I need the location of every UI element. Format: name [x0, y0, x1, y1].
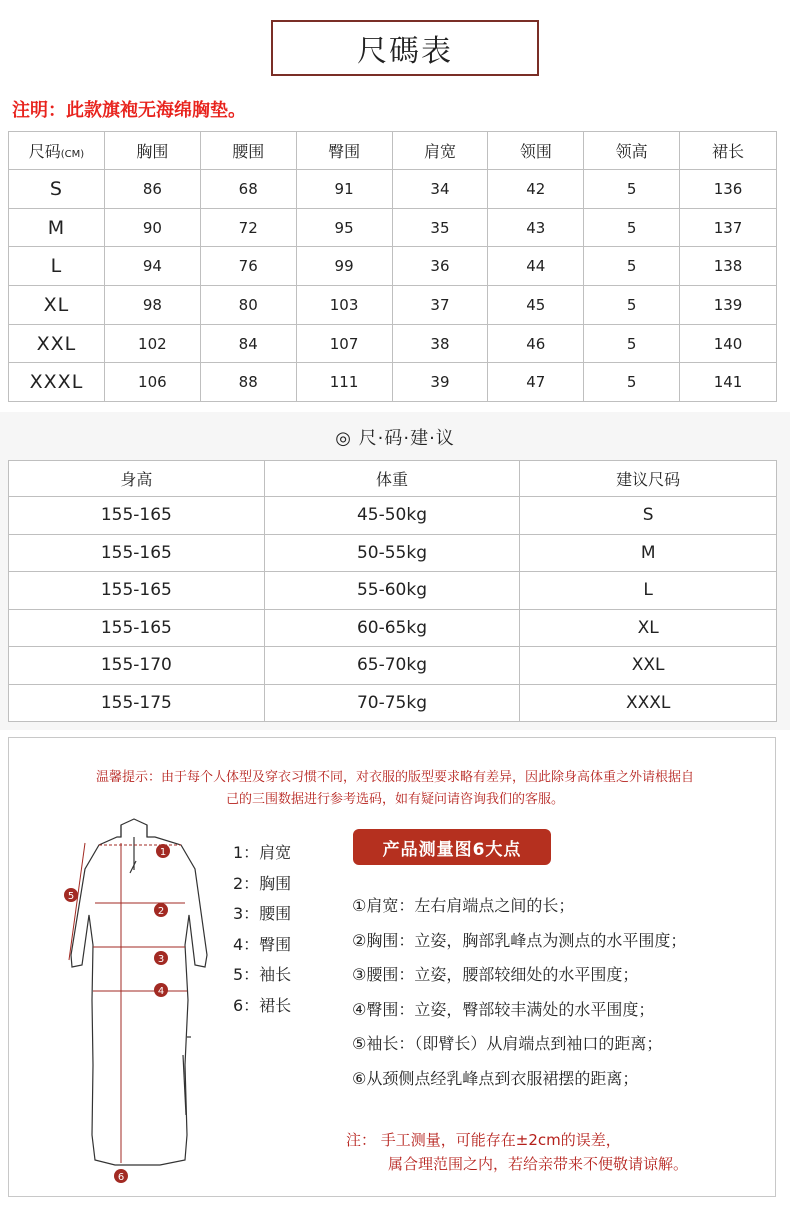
size-value-cell: 5: [584, 208, 680, 247]
size-value-cell: 94: [104, 247, 200, 286]
warm-tip-line-1: 温馨提示：由于每个人体型及穿衣习惯不同，对衣服的版型要求略有差异，因此除身高体重之外请根据自: [95, 770, 694, 785]
height-cell: 155-165: [9, 534, 265, 572]
size-value-cell: 106: [104, 363, 200, 402]
legend-item: 3：腰围: [233, 904, 292, 924]
size-value-cell: 46: [488, 324, 584, 363]
size-value-cell: 88: [200, 363, 296, 402]
legend-item: 5：袖长: [233, 965, 292, 985]
header-height: 身高: [9, 461, 265, 497]
measure-item: ④臀围：立姿，臀部较丰满处的水平围度；: [352, 999, 655, 1019]
size-chart-header-row: [9, 132, 777, 170]
size-value-cell: 43: [488, 208, 584, 247]
weight-cell: 50-55kg: [264, 534, 520, 572]
size-suggestion-table: [8, 460, 777, 722]
height-cell: 155-165: [9, 609, 265, 647]
weight-cell: 65-70kg: [264, 647, 520, 685]
height-cell: 155-170: [9, 647, 265, 685]
size-chart-table: [8, 131, 777, 402]
legend-item: 2：胸围: [233, 873, 292, 893]
size-value-cell: 42: [488, 170, 584, 209]
measure-item: ⑤袖长：（即臂长）从肩端点到袖口的距离；: [352, 1034, 663, 1053]
header-collar-height: 领高: [584, 132, 680, 170]
size-value-cell: 91: [296, 170, 392, 209]
size-value-cell: 107: [296, 324, 392, 363]
size-value-cell: 137: [680, 208, 777, 247]
suggested-size-cell: M: [520, 534, 777, 572]
size-value-cell: 90: [104, 208, 200, 247]
size-value-cell: 5: [584, 324, 680, 363]
header-waist: 腰围: [200, 132, 296, 170]
size-value-cell: 72: [200, 208, 296, 247]
size-value-cell: 35: [392, 208, 488, 247]
weight-cell: 60-65kg: [264, 609, 520, 647]
footnote-line-2: 属合理范围之内，若给亲带来不便敬请谅解。: [388, 1155, 689, 1173]
suggestion-row: [9, 572, 777, 610]
size-value-cell: 139: [680, 286, 777, 325]
dress-outline: [71, 819, 207, 1165]
size-chart-row: [9, 363, 777, 402]
size-label-cell: XXXL: [9, 363, 105, 402]
size-chart-body: [9, 170, 777, 402]
size-value-cell: 136: [680, 170, 777, 209]
size-value-cell: 84: [200, 324, 296, 363]
header-dress-length: 裙长: [680, 132, 777, 170]
size-value-cell: 36: [392, 247, 488, 286]
size-label-cell: XXL: [9, 324, 105, 363]
size-value-cell: 5: [584, 170, 680, 209]
measure-item: ⑥从颈侧点经乳峰点到衣服裙摆的距离；: [352, 1068, 639, 1088]
size-chart-row: [9, 286, 777, 325]
suggestion-header-row: [9, 461, 777, 497]
suggestion-row: [9, 647, 777, 685]
size-chart-row: [9, 324, 777, 363]
padding-notice: 注明：此款旗袍无海绵胸垫。: [12, 100, 246, 121]
suggested-size-cell: S: [520, 497, 777, 535]
measurement-guides: [69, 843, 187, 1163]
size-value-cell: 5: [584, 286, 680, 325]
measure-item: ①肩宽：左右肩端点之间的长；: [352, 896, 575, 915]
size-value-cell: 45: [488, 286, 584, 325]
warm-tip-line-2: 己的三围数据进行参考选码，如有疑问请咨询我们的客服。: [225, 792, 564, 807]
size-value-cell: 86: [104, 170, 200, 209]
suggestion-row: [9, 684, 777, 722]
size-chart-row: [9, 170, 777, 209]
header-size-label: 尺码: [28, 142, 61, 161]
measure-item: ②胸围：立姿，胸部乳峰点为测点的水平围度；: [352, 930, 687, 950]
size-value-cell: 103: [296, 286, 392, 325]
size-value-cell: 138: [680, 247, 777, 286]
measurement-footnote: [346, 1128, 688, 1176]
suggested-size-cell: XXL: [520, 647, 777, 685]
marker-6-label: 6: [117, 1172, 125, 1183]
size-value-cell: 47: [488, 363, 584, 402]
size-value-cell: 95: [296, 208, 392, 247]
marker-2-label: 2: [157, 906, 165, 917]
page-title-frame: [271, 20, 539, 76]
size-value-cell: 140: [680, 324, 777, 363]
size-label-cell: XL: [9, 286, 105, 325]
size-value-cell: 38: [392, 324, 488, 363]
header-weight: 体重: [264, 461, 520, 497]
measurement-descriptions: [352, 889, 686, 1096]
marker-4-label: 4: [157, 986, 165, 997]
suggestion-row: [9, 534, 777, 572]
header-collar: 领围: [488, 132, 584, 170]
height-cell: 155-175: [9, 684, 265, 722]
suggested-size-cell: XL: [520, 609, 777, 647]
marker-3-label: 3: [157, 954, 165, 965]
suggestion-title: ◎ 尺·码·建·议: [335, 428, 455, 449]
size-value-cell: 37: [392, 286, 488, 325]
legend-item: 6：裙长: [233, 995, 292, 1015]
size-value-cell: 76: [200, 247, 296, 286]
size-value-cell: 99: [296, 247, 392, 286]
legend-item: 1：肩宽: [233, 843, 292, 862]
footnote-line-1: 注： 手工测量，可能存在±2cm的误差，: [346, 1131, 621, 1149]
legend-item: 4：臀围: [233, 934, 292, 954]
header-size-cell: [9, 132, 105, 170]
size-value-cell: 5: [584, 247, 680, 286]
size-value-cell: 39: [392, 363, 488, 402]
suggested-size-cell: L: [520, 572, 777, 610]
size-value-cell: 111: [296, 363, 392, 402]
size-chart-row: [9, 247, 777, 286]
weight-cell: 45-50kg: [264, 497, 520, 535]
header-suggested-size: 建议尺码: [520, 461, 777, 497]
measurement-points-badge: 产品测量图6大点: [353, 829, 551, 865]
page-title: 尺碼表: [357, 34, 453, 69]
suggestion-row: [9, 497, 777, 535]
suggested-size-cell: XXXL: [520, 684, 777, 722]
size-label-cell: L: [9, 247, 105, 286]
weight-cell: 70-75kg: [264, 684, 520, 722]
size-value-cell: 34: [392, 170, 488, 209]
size-value-cell: 44: [488, 247, 584, 286]
qipao-measurement-diagram: [55, 815, 215, 1190]
size-value-cell: 5: [584, 363, 680, 402]
header-unit-label: (CM): [60, 149, 85, 160]
measure-item: ③腰围：立姿，腰部较细处的水平围度；: [352, 965, 639, 984]
size-label-cell: S: [9, 170, 105, 209]
size-value-cell: 102: [104, 324, 200, 363]
height-cell: 155-165: [9, 572, 265, 610]
warm-tip: [0, 767, 790, 811]
header-hip: 臀围: [296, 132, 392, 170]
height-cell: 155-165: [9, 497, 265, 535]
marker-1-label: 1: [159, 847, 167, 858]
diagram-legend: [233, 838, 291, 1022]
size-value-cell: 80: [200, 286, 296, 325]
header-shoulder: 肩宽: [392, 132, 488, 170]
suggestion-body: [9, 497, 777, 722]
weight-cell: 55-60kg: [264, 572, 520, 610]
header-chest: 胸围: [104, 132, 200, 170]
size-value-cell: 68: [200, 170, 296, 209]
size-chart-row: [9, 208, 777, 247]
size-value-cell: 141: [680, 363, 777, 402]
suggestion-row: [9, 609, 777, 647]
marker-5-label: 5: [67, 891, 75, 902]
size-value-cell: 98: [104, 286, 200, 325]
size-label-cell: M: [9, 208, 105, 247]
